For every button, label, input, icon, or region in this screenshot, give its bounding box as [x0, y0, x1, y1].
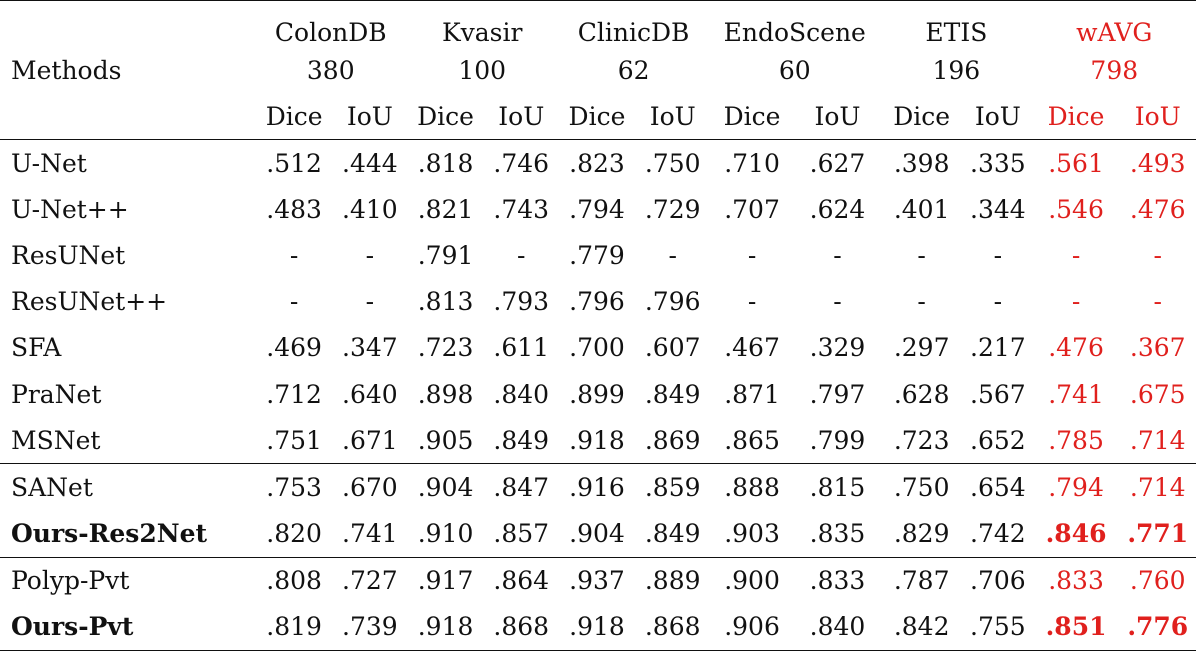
- header-blank-cell: [0, 1, 255, 48]
- iou-header-1: IoU: [485, 93, 558, 140]
- dice-value: .467: [724, 333, 780, 363]
- iou-value: -: [993, 240, 1003, 270]
- dice-value: .888: [709, 464, 794, 511]
- table-body: [0, 140, 1196, 651]
- iou-value: .799: [809, 425, 866, 455]
- iou-value: .864: [485, 557, 558, 604]
- dice-value: .483: [266, 194, 322, 224]
- iou-value: .652: [970, 425, 1026, 455]
- dice-value: .712: [266, 379, 322, 409]
- methods-header: Methods: [11, 55, 122, 85]
- dice-value: .512: [266, 148, 322, 178]
- dice-value: -: [1071, 240, 1081, 270]
- iou-value: .889: [636, 557, 709, 604]
- iou-value: .217: [970, 333, 1026, 363]
- iou-value: .675: [1129, 379, 1186, 409]
- dice-value: .779: [569, 240, 625, 270]
- dataset-count-row: [0, 47, 1196, 93]
- iou-header-0: IoU: [333, 93, 406, 140]
- iou-value: .840: [493, 379, 550, 409]
- iou-value: .793: [493, 287, 550, 317]
- dice-value: .710: [724, 148, 780, 178]
- iou-value: .335: [970, 148, 1026, 178]
- table-row: [0, 371, 1196, 417]
- iou-value: .729: [644, 194, 701, 224]
- dice-value: .833: [1033, 557, 1120, 604]
- dice-value: .865: [724, 425, 780, 455]
- metric-row: [0, 93, 1196, 140]
- dice-header-3: Dice: [709, 93, 794, 140]
- table-row: [0, 279, 1196, 325]
- table-header: [0, 1, 1196, 140]
- dice-value: .906: [709, 604, 794, 651]
- dice-value: .750: [880, 464, 963, 511]
- dice-header-1: Dice: [406, 93, 484, 140]
- iou-value: .410: [342, 194, 398, 224]
- dice-value: .401: [893, 194, 950, 224]
- iou-value: .797: [809, 379, 866, 409]
- dice-value: -: [289, 240, 299, 270]
- iou-value: -: [1153, 240, 1162, 270]
- dice-value: .741: [1048, 379, 1104, 409]
- iou-value: .849: [493, 425, 550, 455]
- iou-value: .493: [1129, 148, 1186, 178]
- dice-value: .918: [406, 604, 484, 651]
- iou-value: .627: [809, 148, 866, 178]
- iou-header-2: IoU: [636, 93, 709, 140]
- dataset-count-4: 196: [932, 55, 981, 85]
- iou-value: .750: [644, 148, 701, 178]
- dice-value: .808: [255, 557, 333, 604]
- iou-value: .714: [1129, 425, 1186, 455]
- dice-value: .796: [569, 287, 625, 317]
- dice-value: .918: [558, 604, 636, 651]
- dice-header-2: Dice: [558, 93, 636, 140]
- iou-value: -: [833, 287, 842, 317]
- dice-value: .753: [255, 464, 333, 511]
- dataset-count-3: 60: [778, 55, 811, 85]
- dice-value: .905: [417, 425, 474, 455]
- dice-value: .918: [569, 425, 625, 455]
- iou-value: .847: [485, 464, 558, 511]
- iou-value: .741: [342, 519, 398, 549]
- table-row: [0, 604, 1196, 651]
- method-name: Polyp-Pvt: [0, 557, 255, 604]
- iou-value: .671: [342, 425, 398, 455]
- iou-header-4: IoU: [963, 93, 1032, 140]
- iou-value: .868: [636, 604, 709, 651]
- iou-value: .840: [795, 604, 880, 651]
- iou-value: -: [833, 240, 842, 270]
- dice-value: .787: [880, 557, 963, 604]
- dice-value: .723: [417, 333, 474, 363]
- dice-value: .904: [569, 519, 625, 549]
- dice-value: .813: [417, 287, 474, 317]
- iou-value: .344: [970, 194, 1026, 224]
- method-name: SFA: [11, 333, 62, 363]
- dice-value: .871: [724, 379, 780, 409]
- method-name: ResUNet++: [11, 287, 168, 317]
- iou-value: .670: [333, 464, 406, 511]
- iou-value: .771: [1127, 519, 1189, 549]
- dataset-name-2: ClinicDB: [558, 1, 709, 48]
- iou-value: .727: [333, 557, 406, 604]
- iou-value: .329: [809, 333, 866, 363]
- dice-value: .823: [569, 148, 625, 178]
- table-row: [0, 557, 1196, 604]
- dice-value: .785: [1048, 425, 1104, 455]
- dice-value: .297: [893, 333, 950, 363]
- dataset-name-3: EndoScene: [709, 1, 880, 48]
- iou-value: .607: [644, 333, 701, 363]
- iou-value: .776: [1120, 604, 1196, 651]
- dice-value: .900: [709, 557, 794, 604]
- dice-value: .476: [1048, 333, 1104, 363]
- table-row: [0, 511, 1196, 558]
- iou-value: .815: [795, 464, 880, 511]
- method-name: ResUNet: [11, 240, 126, 270]
- iou-value: -: [1153, 287, 1162, 317]
- dice-value: .723: [893, 425, 950, 455]
- dice-value: -: [917, 287, 926, 317]
- dataset-name-row: [0, 1, 1196, 48]
- iou-value: .857: [493, 519, 550, 549]
- iou-value: .476: [1129, 194, 1186, 224]
- table-row: [0, 325, 1196, 371]
- dice-value: .899: [569, 379, 625, 409]
- dice-value: .398: [893, 148, 950, 178]
- iou-value: .640: [342, 379, 398, 409]
- dice-value: .469: [266, 333, 322, 363]
- iou-value: -: [668, 240, 677, 270]
- dice-value: .917: [406, 557, 484, 604]
- iou-value: .444: [342, 148, 398, 178]
- dataset-name-5: wAVG: [1033, 1, 1196, 48]
- method-name: U-Net++: [11, 194, 129, 224]
- dice-value: .842: [880, 604, 963, 651]
- dice-value: .818: [417, 148, 474, 178]
- dataset-name-0: ColonDB: [255, 1, 406, 48]
- iou-header-3: IoU: [795, 93, 880, 140]
- dataset-name-1: Kvasir: [406, 1, 557, 48]
- iou-value: .367: [1129, 333, 1186, 363]
- dataset-name-4: ETIS: [880, 1, 1032, 48]
- iou-value: .739: [333, 604, 406, 651]
- iou-value: .743: [493, 194, 550, 224]
- dice-value: .904: [406, 464, 484, 511]
- iou-value: -: [993, 287, 1003, 317]
- iou-value: .849: [644, 379, 701, 409]
- dice-value: .794: [1033, 464, 1120, 511]
- dice-value: .903: [724, 519, 780, 549]
- dataset-count-5: 798: [1090, 55, 1139, 85]
- iou-value: .849: [644, 519, 701, 549]
- table-row: [0, 140, 1196, 187]
- dice-value: .707: [724, 194, 780, 224]
- dice-value: .751: [266, 425, 322, 455]
- iou-value: .746: [493, 148, 550, 178]
- dataset-count-1: 100: [458, 55, 507, 85]
- dice-value: -: [747, 240, 757, 270]
- iou-value: .868: [485, 604, 558, 651]
- dice-value: .829: [893, 519, 950, 549]
- dice-value: .910: [417, 519, 474, 549]
- dice-value: -: [917, 240, 926, 270]
- iou-header-5: IoU: [1120, 93, 1196, 140]
- iou-value: -: [365, 287, 375, 317]
- dice-header-4: Dice: [880, 93, 963, 140]
- dice-value: .628: [893, 379, 950, 409]
- iou-value: .624: [809, 194, 866, 224]
- dice-value: .937: [558, 557, 636, 604]
- dice-value: .821: [417, 194, 474, 224]
- dataset-count-0: 380: [306, 55, 355, 85]
- method-name: SANet: [0, 464, 255, 511]
- method-name: Ours-Pvt: [0, 604, 255, 651]
- iou-value: .796: [644, 287, 701, 317]
- iou-value: .833: [795, 557, 880, 604]
- iou-value: .859: [636, 464, 709, 511]
- table-row: [0, 186, 1196, 232]
- dice-value: -: [747, 287, 757, 317]
- dice-value: .561: [1048, 148, 1104, 178]
- metric-blank-cell: [0, 93, 255, 140]
- iou-value: .755: [963, 604, 1032, 651]
- dice-value: .820: [266, 519, 322, 549]
- dice-header-5: Dice: [1033, 93, 1120, 140]
- dice-value: -: [289, 287, 299, 317]
- iou-value: -: [517, 240, 526, 270]
- method-name: MSNet: [11, 425, 101, 455]
- dice-value: .916: [558, 464, 636, 511]
- dice-value: .819: [255, 604, 333, 651]
- dice-value: -: [1071, 287, 1081, 317]
- dice-value: .700: [569, 333, 625, 363]
- dice-header-0: Dice: [255, 93, 333, 140]
- dice-value: .546: [1048, 194, 1104, 224]
- iou-value: .347: [342, 333, 398, 363]
- dice-value: .794: [569, 194, 625, 224]
- iou-value: .706: [963, 557, 1032, 604]
- iou-value: .835: [809, 519, 866, 549]
- method-name: Ours-Res2Net: [11, 519, 208, 549]
- iou-value: .654: [963, 464, 1032, 511]
- iou-value: .714: [1120, 464, 1196, 511]
- iou-value: .567: [970, 379, 1026, 409]
- dice-value: .791: [417, 240, 474, 270]
- iou-value: -: [365, 240, 375, 270]
- table-row: [0, 464, 1196, 511]
- table-row: [0, 417, 1196, 464]
- method-name: U-Net: [11, 148, 87, 178]
- method-name: PraNet: [11, 379, 102, 409]
- dataset-count-2: 62: [617, 55, 650, 85]
- dice-value: .851: [1033, 604, 1120, 651]
- iou-value: .869: [644, 425, 701, 455]
- iou-value: .742: [970, 519, 1026, 549]
- dice-value: .898: [417, 379, 474, 409]
- table-row: [0, 232, 1196, 278]
- iou-value: .760: [1120, 557, 1196, 604]
- iou-value: .611: [493, 333, 550, 363]
- dice-value: .846: [1045, 519, 1107, 549]
